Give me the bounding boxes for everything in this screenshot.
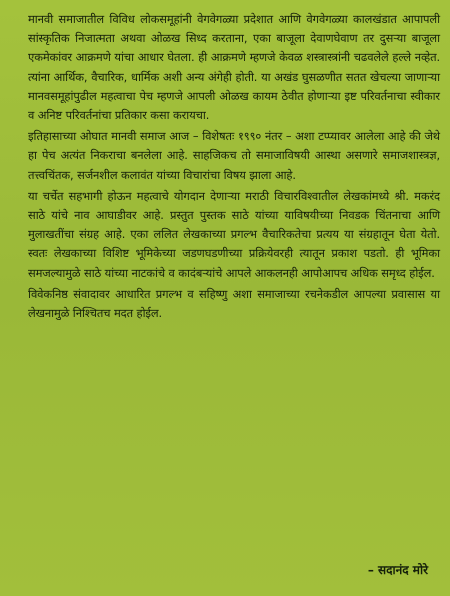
author-signature: – सदानंद मोरे xyxy=(367,563,428,577)
blurb-text xyxy=(28,10,440,325)
paragraph-4: विवेकनिष्ठ संवादावर आधारित प्रगल्भ व सहिष्णु अशा समाजाच्या रचनेकडील आपल्या प्रवासास या लेखनामुळे निश्चितच मदत होईल. xyxy=(28,286,440,321)
paragraph-2: इतिहासाच्या ओघात मानवी समाज आज – विशेषतः १९९० नंतर – अशा टप्प्यावर आलेला आहे की जेथे हा पेच अत्यंत निकराचा बनलेला आहे. साहजिकच तो समाजाविषयी आस्था असणारे समाजशास्त्रज्ञ, तत्त्वचिंतक, सर्जनशील कलावंत यांच्या विचारांचा विषय झाला आहे. xyxy=(28,129,440,182)
paragraph-3: या चर्चेत सहभागी होऊन महत्वाचे योगदान देणाऱ्या मराठी विचारविश्वातील लेखकांमध्ये श्री. मकरंद साठे यांचे नाव आघाडीवर आहे. प्रस्तुत पुस्तक साठे यांच्या याविषयीच्या निवडक चिंतनाचा आणि मुलाखतींचा संग्रह आहे. एका ललित लेखकाच्या प्रगल्भ वैचारिकतेचा प्रत्यय या संग्रहातून घेता येतो. स्वतः लेखकाच्या विशिष्ट भूमिकेच्या जडणघडणीच्या प्रक्रियेवरही त्यातून प्रकाश पडतो. ही भूमिका समजल्यामुळे साठे यांच्या नाटकांचे व कादंबऱ्यांचे आपले आकलनही आपोआपच अधिक समृध्द होईल. xyxy=(28,188,440,280)
paragraph-1: मानवी समाजातील विविध लोकसमूहांनी वेगवेगळ्या प्रदेशात आणि वेगवेगळ्या कालखंडात आपापली सांस्कृतिक निजात्मता अथवा ओळख सिध्द करताना, एका बाजूला देवाणघेवाण तर दुसऱ्या बाजूला एकमेकांवर आक्रमणे यांचा आधार घेतला. ही आक्रमणे म्हणजे केवळ शस्त्रास्त्रांनी चढवलेले हल्ले नव्हेत. त्यांना आर्थिक, वैचारिक, धार्मिक अशी अन्य अंगेही होती. या अखंड घुसळणीत सतत खेचल्या जाणाऱ्या मानवसमूहांपुढील महत्वाचा पेच म्हणजे आपली ओळख कायम ठेवीत होणाऱ्या इष्ट परिवर्तनाचा स्वीकार व अनिष्ट परिवर्तनांचा प्रतिकार कसा करायचा. xyxy=(28,12,440,123)
